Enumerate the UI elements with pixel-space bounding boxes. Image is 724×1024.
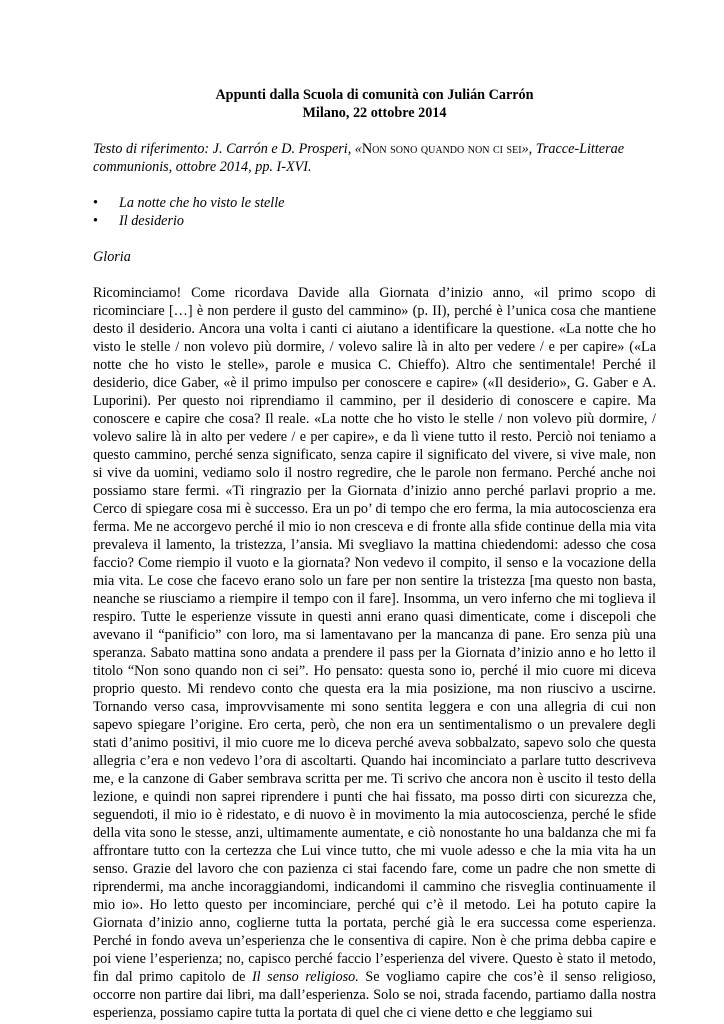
title-line-2: Milano, 22 ottobre 2014 (302, 105, 447, 121)
body-text-part-2: Se vogliamo capire che cos’è il senso religioso, occorre non partire dai libri, ma dall’esperienza. Solo se noi, strada facendo, partiamo dalla nostra esperienza, possiamo capire tutta la portata di quel che ci viene detto e che leggiamo sui (93, 969, 656, 1021)
title-line-1: Appunti dalla Scuola di comunità con Julián Carrón (215, 87, 534, 103)
reference-prefix: Testo di riferimento: J. Carrón e D. Prosperi, « (93, 141, 362, 157)
body-paragraph (93, 284, 656, 1022)
list-item (93, 194, 656, 212)
bullet-icon: • (93, 195, 98, 211)
list-item (93, 212, 656, 230)
reference-title: Non sono quando non ci sei (361, 141, 522, 157)
section-heading: Gloria (93, 249, 131, 265)
body-text-part-1: Ricominciamo! Come ricordava Davide alla Giornata d’inizio anno, «il primo scopo di ricominciare […] è non perdere il gusto del cammino» (p. II), perché è l’unica cosa che mantiene desto il desiderio. Ancora una volta i canti ci aiutano a identificare la questione. «La notte che ho visto le stelle / non volevo più dormire, / volevo salire là in alto per vedere / e per capire» («La notte che ho visto le stelle», parole e musica C. Chieffo). Altro che sentimentale! Perché il desiderio, dice Gaber, «è il primo impulso per conoscere e capire» («Il desiderio», G. Gaber e A. Luporini). Per questo noi riprendiamo il cammino, per il desiderio di conoscere e capire. Ma conoscere e capire che cosa? Il reale. «La notte che ho visto le stelle / non volevo più dormire, / volevo salire là in alto per vedere / e per capire», e da lì viene tutto il resto. Perciò noi teniamo a questo cammino, perché senza significato, senza capire il significato del vivere, si vive male, non si vive da uomini, vediamo solo il nostro regredire, che le parole non fermano. Perché anche noi possiamo stare fermi. «Ti ringrazio per la Giornata d’inizio anno perché parlavi proprio a me. Cerco di spiegare cosa mi è successo. Era un po’ di tempo che ero ferma, la mia autocoscienza era ferma. Me ne accorgevo perché il mio io non cresceva e di fronte alla sfide continue della mia vita prevaleva il lamento, la tristezza, l’ansia. Mi svegliavo la mattina chiedendomi: adesso che cosa faccio? Come riempio il vuoto e la giornata? Non vedevo il compito, il senso e la vocazione della mia vita. Le cose che facevo erano solo un fare per non sentire la tristezza [ma questo non basta, neanche se riusciamo a riempire il tempo con il fare]. Insomma, un vero inferno che mi toglieva il respiro. Tutte le esperienze vissute in questi anni erano quasi dimenticate, come i discepoli che avevano il “panificio” con loro, ma si lamentavano per la mancanza di pane. Ero senza più una speranza. Sabato mattina sono andata a prendere il pass per la Giornata d’inizio anno e ho letto il titolo “Non sono quando non ci sei”. Ho pensato: questa sono io, perché il mio cuore mi diceva proprio questo. Mi rendevo conto che questa era la mia posizione, ma non riuscivo a uscirne. Tornando verso casa, improvvisamente mi sono sentita leggera e con una allegria di cui non sapevo spiegare l’origine. Ero certa, però, che non era un sentimentalismo o un prevalere degli stati d’animo positivi, il mio cuore me lo diceva perché aveva sobbalzato, sapevo solo che questa allegria c’era e non vedevo l’ora di ascoltarti. Quando hai incominciato a parlare tutto descriveva me, e la canzone di Gaber sembrava scritta per me. Ti scrivo che ancora non è uscito il testo della lezione, e quindi non saprei riprendere i punti che hai fissato, ma posso dirti con sicurezza che, seguendoti, il mio io è ridestato, e di nuovo è in movimento la mia autocoscienza, perché le sfide della vita sono le stesse, anzi, ultimamente aumentate, e ciò nonostante ho una baldanza che mi fa affrontare tutto con la certezza che Lui vince tutto, che mi vuole adesso e che la mia vita ha un senso. Grazie del lavoro che con pazienza ci stai facendo fare, come un padre che non smette di riprendermi, ma anche incoraggiandomi, indicandomi il cammino che risveglia continuamente il mio io». Ho letto questo per incominciare, perché qui c’è il metodo. Lei ha potuto capire la Giornata d’inizio anno, coglierne tutta la portata, perché già le era successa come esperienza. Perché in fondo aveva un’esperienza che le consentiva di capire. Non è che prima debba capire e poi viene l’esperienza; no, capisco perché faccio l’esperienza del vivere. Questo è stato il metodo, fin dal primo capitolo de (93, 285, 656, 985)
book-title: Il senso religioso. (251, 969, 359, 985)
list-item-label: Il desiderio (119, 213, 185, 229)
document-page (93, 86, 656, 1022)
topic-list (93, 194, 656, 230)
reference-suffix: », Tracce-Litterae communionis, ottobre 2014, pp. I-XVI. (93, 141, 625, 175)
bullet-icon: • (93, 213, 98, 229)
page-title (93, 86, 656, 122)
list-item-label: La notte che ho visto le stelle (119, 195, 285, 211)
reference-text (93, 140, 656, 176)
